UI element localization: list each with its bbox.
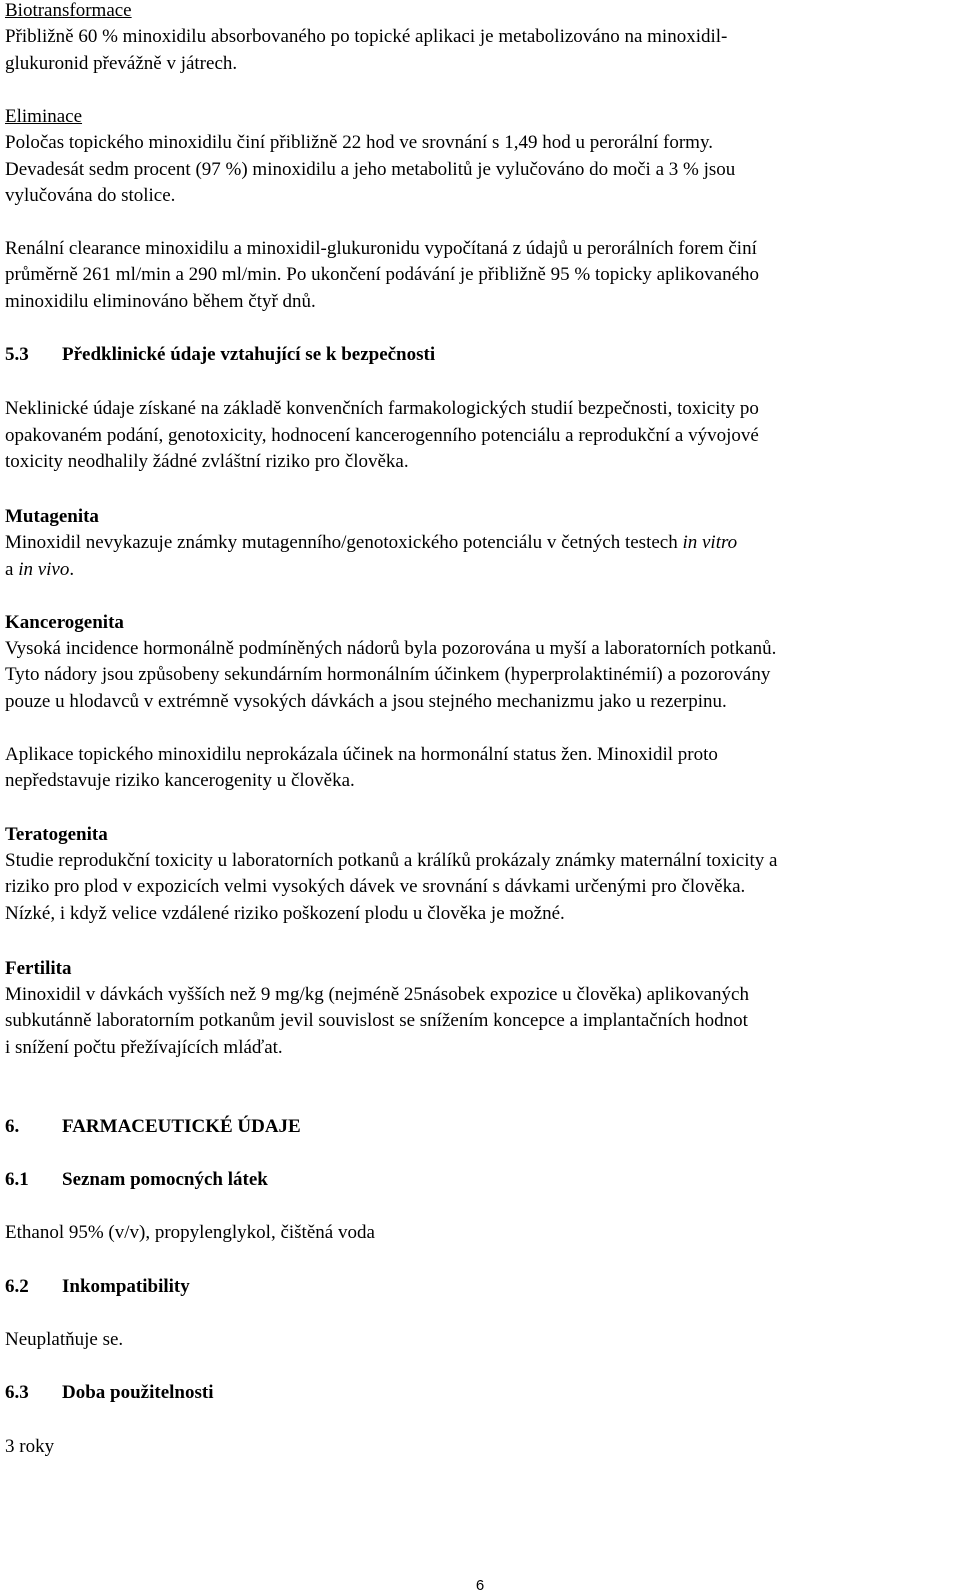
section-5-3-heading xyxy=(5,342,435,369)
section-title: Seznam pomocných látek xyxy=(62,1169,268,1190)
renal-clearance-line: minoxidilu eliminováno během čtyř dnů. xyxy=(5,291,316,312)
fertilita-line: i snížení počtu přežívajících mláďat. xyxy=(5,1037,283,1058)
eliminace-line: vylučována do stolice. xyxy=(5,185,176,206)
biotransformace-line: Přibližně 60 % minoxidilu absorbovaného po topické aplikaci je metabolizováno na minoxidil- xyxy=(5,26,728,47)
teratogenita-heading: Teratogenita xyxy=(5,824,108,845)
biotransformace-heading: Biotransformace xyxy=(5,0,132,21)
incompatibility-text: Neuplatňuje se. xyxy=(5,1329,124,1350)
mutagenita-italic: in vitro xyxy=(682,532,738,553)
excipients-text: Ethanol 95% (v/v), propylenglykol, čištěná voda xyxy=(5,1222,375,1243)
fertilita-line: subkutánně laboratorním potkanům jevil souvislost se snížením koncepce a implantačních hodnot xyxy=(5,1010,748,1031)
section-6-1-heading xyxy=(5,1167,268,1194)
page-number: 6 xyxy=(475,1577,485,1594)
mutagenita-text: . xyxy=(69,559,75,580)
section-number: 6. xyxy=(5,1116,20,1137)
mutagenita-heading: Mutagenita xyxy=(5,506,99,527)
mutagenita-line xyxy=(5,530,737,557)
section-number: 6.3 xyxy=(5,1382,29,1403)
section-number: 5.3 xyxy=(5,344,29,365)
kancerogenita-line: Tyto nádory jsou způsobeny sekundárním hormonálním účinkem (hyperprolaktinémií) a pozorovány xyxy=(5,664,771,685)
eliminace-line: Devadesát sedm procent (97 %) minoxidilu a jeho metabolitů je vylučováno do moči a 3 % jsou xyxy=(5,159,736,180)
section-number: 6.2 xyxy=(5,1276,29,1297)
eliminace-heading: Eliminace xyxy=(5,106,83,127)
renal-clearance-line: průměrně 261 ml/min a 290 ml/min. Po ukončení podávání je přibližně 95 % topicky aplikovaného xyxy=(5,264,760,285)
section-title: Doba použitelnosti xyxy=(62,1382,214,1403)
mutagenita-italic: in vivo xyxy=(18,559,70,580)
biotransformace-line: glukuronid převážně v játrech. xyxy=(5,53,238,74)
section-6-heading xyxy=(5,1114,301,1141)
teratogenita-line: Studie reprodukční toxicity u laboratorních potkanů a králíků prokázaly známky maternální toxicity a xyxy=(5,850,778,871)
section-6-2-heading xyxy=(5,1274,190,1301)
section-title: Inkompatibility xyxy=(62,1276,190,1297)
fertilita-line: Minoxidil v dávkách vyšších než 9 mg/kg (nejméně 25násobek expozice u člověka) aplikovaných xyxy=(5,984,749,1005)
kancerogenita-line: nepředstavuje riziko kancerogenity u člověka. xyxy=(5,770,355,791)
teratogenita-line: Nízké, i když velice vzdálené riziko poškození plodu u člověka je možné. xyxy=(5,903,565,924)
teratogenita-line: riziko pro plod v expozicích velmi vysokých dávek ve srovnání s dávkami určenými pro člověka. xyxy=(5,876,746,897)
mutagenita-text: a xyxy=(5,559,19,580)
shelf-life-text: 3 roky xyxy=(5,1436,55,1457)
fertilita-heading: Fertilita xyxy=(5,958,72,979)
preclinical-line: opakovaném podání, genotoxicity, hodnocení kancerogenního potenciálu a reprodukční a vývojové xyxy=(5,425,759,446)
section-6-3-heading xyxy=(5,1380,214,1407)
kancerogenita-line: Aplikace topického minoxidilu neprokázala účinek na hormonální status žen. Minoxidil proto xyxy=(5,744,718,765)
kancerogenita-line: Vysoká incidence hormonálně podmíněných nádorů byla pozorována u myší a laboratorních potkanů. xyxy=(5,638,777,659)
preclinical-line: toxicity neodhalily žádné zvláštní riziko pro člověka. xyxy=(5,451,409,472)
section-title: Předklinické údaje vztahující se k bezpečnosti xyxy=(62,344,436,365)
section-number: 6.1 xyxy=(5,1169,29,1190)
eliminace-line: Poločas topického minoxidilu činí přibližně 22 hod ve srovnání s 1,49 hod u perorální formy. xyxy=(5,132,713,153)
preclinical-line: Neklinické údaje získané na základě konvenčních farmakologických studií bezpečnosti, toxicity po xyxy=(5,398,759,419)
mutagenita-line xyxy=(5,557,74,584)
section-title: FARMACEUTICKÉ ÚDAJE xyxy=(62,1116,301,1137)
mutagenita-text: Minoxidil nevykazuje známky mutagenního/genotoxického potenciálu v četných testech xyxy=(5,532,683,553)
kancerogenita-heading: Kancerogenita xyxy=(5,612,124,633)
kancerogenita-line: pouze u hlodavců v extrémně vysokých dávkách a jsou stejného mechanizmu jako u rezerpinu. xyxy=(5,691,727,712)
renal-clearance-line: Renální clearance minoxidilu a minoxidil-glukuronidu vypočítaná z údajů u perorálních forem činí xyxy=(5,238,757,259)
